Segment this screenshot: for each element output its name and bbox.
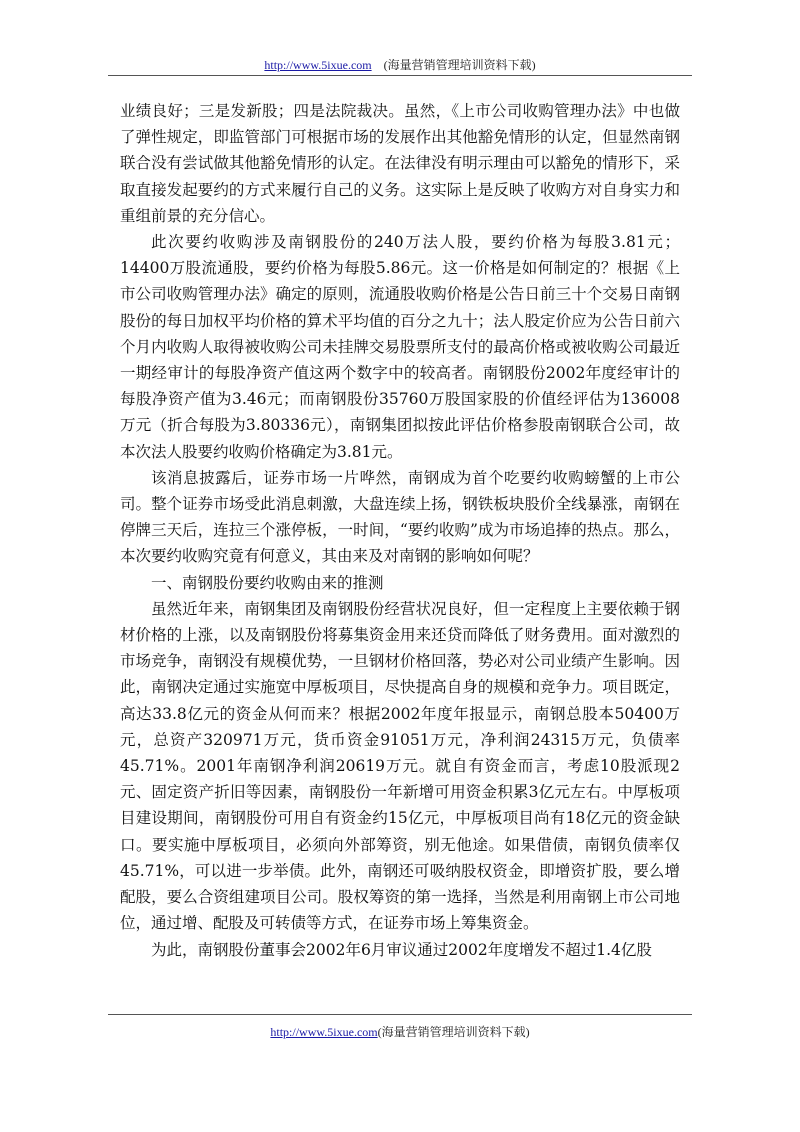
page-footer	[0, 1023, 800, 1040]
footer-note: (海量营销管理培训资料下载)	[377, 1025, 530, 1039]
header-divider	[108, 75, 692, 76]
section-heading: 一、南钢股份要约收购由来的推测	[151, 573, 384, 592]
header-note: (海量营销管理培训资料下载)	[383, 58, 536, 72]
document-body	[120, 98, 680, 963]
paragraph-5: 为此，南钢股份董事会2002年6月审议通过2002年度增发不超过1.4亿股	[151, 940, 652, 959]
paragraph-3: 该消息披露后，证券市场一片哗然，南钢成为首个吃要约收购螃蟹的上市公司。整个证券市场受此消息刺激，大盘连续上扬，钢铁板块股价全线暴涨，南钢在停牌三天后，连拉三个涨停板，一时间，“要约收购”成为市场追捧的热点。那么，本次要约收购究竟有何意义，其由来及对南钢的影响如何呢？	[120, 468, 680, 566]
page-header	[0, 56, 800, 73]
paragraph-1: 业绩良好；三是发新股；四是法院裁决。虽然，《上市公司收购管理办法》中也做了弹性规定，即监管部门可根据市场的发展作出其他豁免情形的认定，但显然南钢联合没有尝试做其他豁免情形的认定。在法律没有明示理由可以豁免的情形下，采取直接发起要约的方式来履行自己的义务。这实际上是反映了收购方对自身实力和重组前景的充分信心。	[120, 102, 680, 225]
footer-url-link[interactable]: http://www.5ixue.com	[270, 1025, 378, 1039]
paragraph-4: 虽然近年来，南钢集团及南钢股份经营状况良好，但一定程度上主要依赖于钢材价格的上涨，以及南钢股份将募集资金用来还贷而降低了财务费用。面对激烈的市场竞争，南钢没有规模优势，一旦钢材价格回落，势必对公司业绩产生影响。因此，南钢决定通过实施宽中厚板项目，尽快提高自身的规模和竞争力。项目既定，高达33.8亿元的资金从何而来？根据2002年度年报显示，南钢总股本50400万元，总资产320971万元，货币资金91051万元，净利润24315万元，负债率45.71%。2001年南钢净利润20619万元。就自有资金而言，考虑10股派现2元、固定资产折旧等因素，南钢股份一年新增可用资金积累3亿元左右。中厚板项目建设期间，南钢股份可用自有资金约15亿元，中厚板项目尚有18亿元的资金缺口。要实施中厚板项目，必须向外部筹资，别无他途。如果借债，南钢负债率仅45.71%，可以进一步举债。此外，南钢还可吸纳股权资金，即增资扩股，要么增配股，要么合资组建项目公司。股权筹资的第一选择，当然是利用南钢上市公司地位，通过增、配股及可转债等方式，在证券市场上筹集资金。	[120, 599, 680, 933]
header-url-link[interactable]: http://www.5ixue.com	[264, 58, 372, 72]
paragraph-2: 此次要约收购涉及南钢股份的240万法人股，要约价格为每股3.81元；14400万股流通股，要约价格为每股5.86元。这一价格是如何制定的？根据《上市公司收购管理办法》确定的原则，流通股收购价格是公告日前三十个交易日南钢股份的每日加权平均价格的算术平均值的百分之九十；法人股定价应为公告日前六个月内收购人取得被收购公司未挂牌交易股票所支付的最高价格或被收购公司最近一期经审计的每股净资产值这两个数字中的较高者。南钢股份2002年度经审计的每股净资产值为3.46元；而南钢股份35760万股国家股的价值经评估为136008万元（折合每股为3.80336元），南钢集团拟按此评估价格参股南钢联合公司，故本次法人股要约收购价格确定为3.81元。	[120, 233, 680, 461]
footer-divider	[108, 1014, 692, 1015]
